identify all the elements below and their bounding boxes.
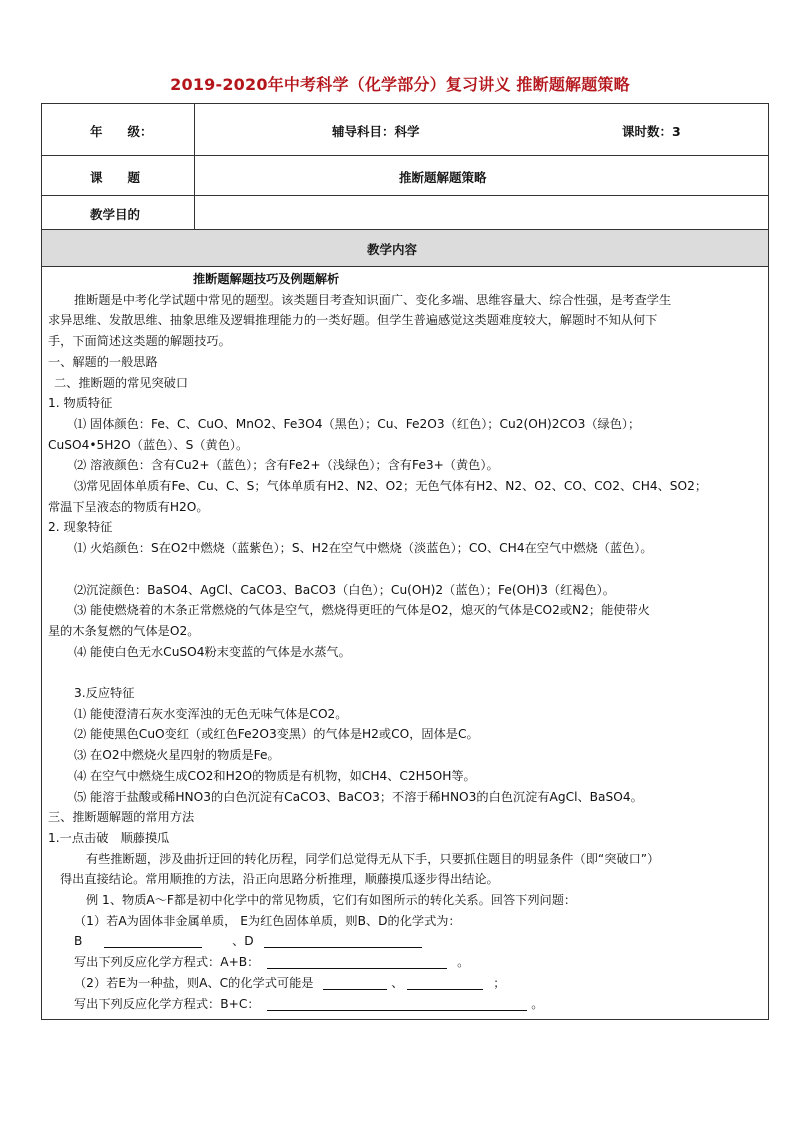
subsection-heading: 2. 现象特征: [48, 520, 113, 535]
d-answer-blank[interactable]: [264, 933, 422, 948]
document-title: 2019-2020年中考科学（化学部分）复习讲义 推断题解题策略: [170, 75, 630, 94]
intro-line: 推断题是中考化学试题中常见的题型。该类题目考查知识面广、变化多端、思维容量大、综合性强，是考查学生: [74, 292, 672, 307]
b-label: B: [74, 934, 83, 949]
content-line: ⑷ 能使白色无水CuSO4粉末变蓝的气体是水蒸气。: [74, 644, 351, 659]
content-line: 得出直接结论。常用顺推的方法，沿正向思路分析推理，顺藤摸瓜逐步得出结论。: [60, 872, 499, 887]
content-line: ⑷ 在空气中燃烧生成CO2和H2O的物质是有机物，如CH4、C2H5OH等。: [74, 768, 476, 783]
equation-label: 写出下列反应化学方程式：B+C：: [74, 996, 260, 1011]
intro-line: 手，下面简述这类题的解题技巧。: [48, 334, 231, 349]
example-question: （1）若A为固体非金属单质， E为红色固体单质，则B、D的化学式为：: [74, 913, 461, 928]
content-header-row: [42, 230, 768, 267]
answer-line: [48, 994, 764, 1015]
b-answer-blank[interactable]: [104, 933, 202, 948]
topic-value: 推断题解题策略: [399, 170, 487, 185]
topic-label: 课 题: [90, 170, 141, 185]
example-question: （2）若E为一种盐，则A、C的化学式可能是: [74, 975, 314, 990]
content-label: 教学内容: [367, 242, 418, 257]
hours-label: 课时数：3: [622, 124, 681, 139]
content-line: ⑵沉淀颜色：BaSO4、AgCl、CaCO3、BaCO3（白色）；Cu(OH)2（蓝色）；Fe(OH)3（红褐色）。: [74, 582, 615, 597]
content-heading: 推断题解题技巧及例题解析: [193, 272, 340, 286]
section-heading: 三、推断题解题的常用方法: [48, 810, 195, 825]
subsection-heading: 1. 物质特征: [48, 396, 113, 411]
objective-row: [42, 196, 768, 230]
info-row: [42, 104, 768, 156]
content-line: ⑶ 在O2中燃烧火星四射的物质是Fe。: [74, 748, 280, 763]
content-line: CuSO4•5H2O（蓝色）、S（黄色）。: [48, 437, 249, 452]
content-line: ⑴ 固体颜色：Fe、C、CuO、MnO2、Fe3O4（黑色）；Cu、Fe2O3（红色）；Cu2(OH)2CO3（绿色）；: [74, 416, 641, 431]
punctuation: 。: [457, 955, 470, 970]
separator: 、: [391, 975, 404, 990]
answer-line: [48, 973, 764, 994]
section-heading: 一、解题的一般思路: [48, 354, 158, 369]
answer-line: [48, 952, 764, 973]
lesson-plan-table: [41, 103, 769, 1020]
content-line: ⑶常见固体单质有Fe、Cu、C、S；气体单质有H2、N2、O2；无色气体有H2、N2、O2、CO、CO2、CH4、SO2；: [74, 479, 708, 494]
punctuation: ；: [493, 975, 506, 990]
content-line: ⑴ 火焰颜色：S在O2中燃烧（蓝紫色）；S、H2在空气中燃烧（淡蓝色）；CO、CH4在空气中燃烧（蓝色）。: [74, 541, 653, 556]
section-heading: 二、推断题的常见突破口: [54, 375, 189, 390]
content-line: 常温下呈液态的物质有H2O。: [48, 499, 209, 514]
a-answer-blank[interactable]: [323, 975, 387, 990]
content-line: ⑸ 能溶于盐酸或稀HNO3的白色沉淀有CaCO3、BaCO3；不溶于稀HNO3的白色沉淀有AgCl、BaSO4。: [74, 789, 643, 804]
content-line: ⑵ 溶液颜色：含有Cu2+（蓝色）；含有Fe2+（浅绿色）；含有Fe3+（黄色）。: [74, 458, 499, 473]
content-line: 星的木条复燃的气体是O2。: [48, 623, 200, 638]
grade-label: 年 级：: [90, 124, 153, 139]
content-line: 有些推断题，涉及曲折迂回的转化历程，同学们总觉得无从下手，只要抓住题目的明显条件（即“突破口”）: [86, 851, 660, 866]
subsection-heading: 3.反应特征: [74, 686, 135, 701]
content-line: ⑴ 能使澄清石灰水变浑浊的无色无味气体是CO2。: [74, 706, 348, 721]
subject-label: 辅导科目：科学: [332, 124, 420, 139]
equation-label: 写出下列反应化学方程式：A+B：: [74, 955, 260, 970]
answer-line: [48, 931, 764, 952]
objective-label: 教学目的: [90, 207, 141, 222]
c-answer-blank[interactable]: [407, 975, 483, 990]
content-body: [48, 269, 764, 1014]
subsection-heading: 1.一点击破 顺藤摸瓜: [48, 830, 170, 845]
punctuation: 。: [531, 996, 544, 1011]
equation-ab-blank[interactable]: [267, 954, 447, 969]
intro-line: 求异思维、发散思维、抽象思维及逻辑推理能力的一类好题。但学生普遍感觉这类题难度较大，解题时不知从何下: [48, 313, 658, 328]
content-line: ⑶ 能使燃烧着的木条正常燃烧的气体是空气，燃烧得更旺的气体是O2，熄灭的气体是CO2或N2；能使带火: [74, 603, 650, 618]
d-label: 、D: [232, 934, 254, 949]
equation-bc-blank[interactable]: [267, 996, 527, 1011]
topic-row: [42, 156, 768, 196]
content-line: ⑵ 能使黑色CuO变红（或红色Fe2O3变黑）的气体是H2或CO，固体是C。: [74, 727, 479, 742]
example-intro: 例 1、物质A～F都是初中化学中的常见物质，它们有如图所示的转化关系。回答下列问题：: [86, 893, 577, 908]
